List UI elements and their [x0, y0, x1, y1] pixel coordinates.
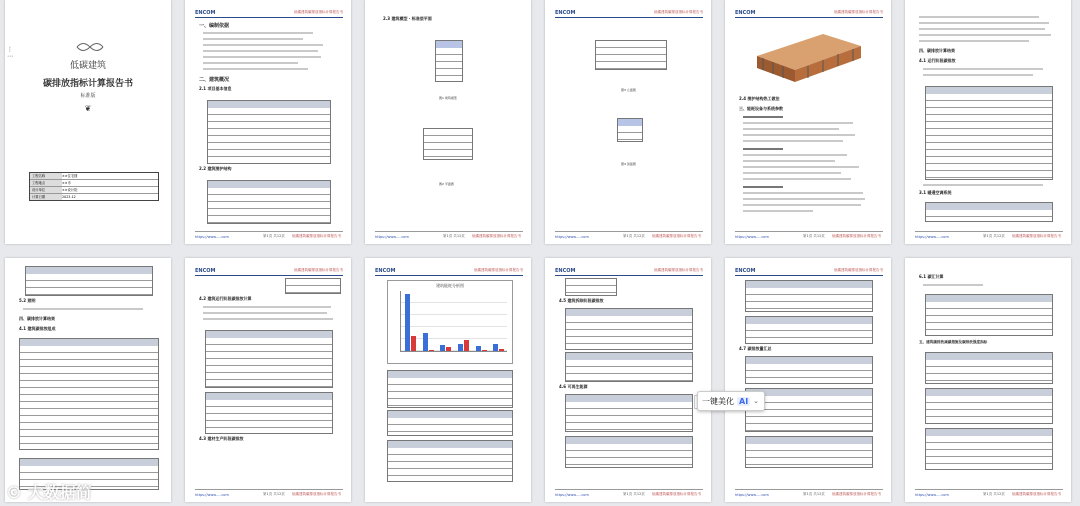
chart-bar	[446, 347, 451, 351]
section-heading: 4.2 建筑运行阶段碳排放计算	[199, 296, 252, 301]
section-heading: 四、碳排放计算结果	[19, 316, 55, 321]
section-heading: 一、编制依据	[199, 23, 230, 29]
operation-table	[205, 330, 333, 388]
page-header: 低碳建筑碳排放指标计算报告书	[834, 10, 883, 14]
figure-caption: 图3 立面图	[621, 88, 636, 92]
intensity-table-3	[925, 428, 1053, 470]
cover-title: 碳排放指标计算报告书	[42, 79, 133, 89]
ai-badge: AI	[739, 396, 749, 406]
carbon-sink-table	[925, 294, 1053, 336]
page-5[interactable]	[725, 0, 891, 244]
footer-page: 第1页 共12页	[263, 234, 285, 238]
small-table	[565, 278, 617, 296]
envelope-table	[207, 180, 331, 224]
footer-url: https://www.....com	[195, 235, 229, 239]
footer-page: 第1页 共12页	[983, 492, 1005, 496]
chart-bar	[458, 344, 463, 351]
page-2[interactable]	[185, 0, 351, 244]
page-header: 低碳建筑碳排放指标计算报告书	[474, 268, 523, 272]
section-heading: 6.1 碳汇计算	[919, 274, 944, 279]
energy-table-3	[387, 440, 513, 482]
chart-bar	[405, 294, 410, 351]
chart-title: 建筑能耗分析图	[436, 283, 464, 288]
renewable-table-2	[565, 436, 693, 468]
model-figure-1	[435, 40, 463, 82]
watermark: © 大数据简	[6, 483, 92, 502]
renewable-table	[565, 394, 693, 432]
section-heading: 4.6 可再生能源	[559, 384, 588, 389]
page-6[interactable]	[905, 0, 1071, 244]
demolition-table-2	[565, 352, 693, 382]
footer-note: 低碳建筑碳排放指标计算报告书	[472, 234, 521, 238]
chart-bar	[429, 350, 434, 351]
composition-table	[19, 338, 159, 450]
beautify-label: 一键美化	[702, 396, 734, 406]
ornament-icon	[75, 40, 105, 54]
intensity-table-2	[925, 388, 1053, 424]
cover-info-table: 工程名称 ××住宅楼 工程地点 ××市 设计单位 ××设计院 计算日期 2023-12	[29, 172, 159, 201]
chart-bar	[476, 346, 481, 351]
page-12[interactable]	[905, 258, 1071, 502]
elevation-figure	[595, 40, 667, 70]
operation-table-2	[205, 392, 333, 434]
footer-page: 第1页 共12页	[623, 492, 645, 496]
page-logo: ENCOM	[555, 268, 576, 274]
chart-frame	[387, 280, 513, 364]
page-4[interactable]	[545, 0, 711, 244]
figure-caption: 图4 剖面图	[621, 162, 636, 166]
section-heading: 2.2 建筑围护结构	[199, 166, 232, 171]
building-3d-model	[753, 26, 865, 84]
section-heading: 2.1 项目基本信息	[199, 86, 232, 91]
chart-bar	[464, 340, 469, 351]
footer-note: 低碳建筑碳排放指标计算报告书	[1012, 492, 1061, 496]
section-heading: 4.5 建筑拆除阶段碳排放	[559, 298, 604, 303]
footer-url: https://www.....com	[195, 493, 229, 497]
section-heading: 4.7 碳排放量汇总	[739, 346, 772, 351]
intensity-table	[925, 352, 1053, 384]
beautify-button[interactable]	[697, 391, 765, 411]
footer-page: 第1页 共12页	[983, 234, 1005, 238]
section-heading: 3.1 暖通空调系统	[919, 190, 952, 195]
info-table	[207, 100, 331, 164]
footer-url: https://www.....com	[375, 235, 409, 239]
page-header: 低碳建筑碳排放指标计算报告书	[294, 10, 343, 14]
chart-plot-area	[400, 291, 507, 352]
page-10[interactable]	[545, 258, 711, 502]
footer-page: 第1页 共12页	[803, 234, 825, 238]
cover-company: 低碳建筑	[69, 61, 106, 71]
section-heading: 四、碳排放计算结果	[919, 48, 955, 53]
page-8[interactable]	[185, 258, 351, 502]
page-cover[interactable]	[5, 0, 171, 244]
page-header: 低碳建筑碳排放指标计算报告书	[834, 268, 883, 272]
chevron-down-icon[interactable]: ⌄	[753, 397, 760, 405]
figure-caption: 图2 平面图	[439, 182, 454, 186]
chart-bar	[493, 344, 498, 351]
section-heading: 4.3 建材生产阶段碳排放	[199, 436, 244, 441]
small-table	[285, 278, 341, 294]
page-9[interactable]	[365, 258, 531, 502]
footer-note: 低碳建筑碳排放指标计算报告书	[652, 492, 701, 496]
footer-url: https://www.....com	[555, 493, 589, 497]
page-logo: ENCOM	[555, 10, 576, 16]
section-heading: 2.4 围护结构热工做法	[739, 96, 780, 101]
summary-table-3	[745, 356, 873, 384]
footer-page: 第1页 共12页	[803, 492, 825, 496]
page-11[interactable]	[725, 258, 891, 502]
hvac-table	[925, 86, 1053, 180]
cover-subtitle: 标准版	[80, 93, 96, 99]
summary-table-5	[745, 436, 873, 468]
tree-icon: ❦	[84, 104, 92, 113]
section-figure	[617, 118, 643, 142]
section-heading: 5.2 照明	[19, 298, 36, 303]
footer-url: https://www.....com	[735, 235, 769, 239]
page-logo: ENCOM	[735, 268, 756, 274]
footer-url: https://www.....com	[555, 235, 589, 239]
footer-note: 低碳建筑碳排放指标计算报告书	[652, 234, 701, 238]
footer-note: 低碳建筑碳排放指标计算报告书	[832, 234, 881, 238]
footer-url: https://www.....com	[915, 235, 949, 239]
page-logo: ENCOM	[195, 268, 216, 274]
footer-note: 低碳建筑碳排放指标计算报告书	[832, 492, 881, 496]
page-header: 低碳建筑碳排放指标计算报告书	[294, 268, 343, 272]
footer-note: 低碳建筑碳排放指标计算报告书	[1012, 234, 1061, 238]
page-7[interactable]	[5, 258, 171, 502]
footer-page: 第1页 共12页	[443, 234, 465, 238]
footer-page: 第1页 共12页	[623, 234, 645, 238]
footer-note: 低碳建筑碳排放指标计算报告书	[292, 492, 341, 496]
section-heading: 五、建筑碳排放减碳措施及碳排放强度指标	[919, 340, 988, 344]
footer-url: https://www.....com	[735, 493, 769, 497]
chart-bar	[440, 345, 445, 351]
chart-bar	[411, 336, 416, 351]
energy-table	[387, 370, 513, 408]
page-logo: ENCOM	[195, 10, 216, 16]
chart-bar	[499, 349, 504, 351]
page-header: 低碳建筑碳排放指标计算报告书	[654, 10, 703, 14]
lighting-table	[25, 266, 153, 296]
page-header: 低碳建筑碳排放指标计算报告书	[654, 268, 703, 272]
result-table	[925, 202, 1053, 222]
model-figure-2	[423, 128, 473, 160]
footer-url: https://www.....com	[915, 493, 949, 497]
figure-caption: 图1 建筑模型	[439, 96, 457, 100]
page-logo: ENCOM	[735, 10, 756, 16]
section-heading: 4.1 运行阶段碳排放	[919, 58, 956, 63]
summary-table	[745, 280, 873, 312]
chart-bar	[482, 350, 487, 351]
section-heading: 4.1 建筑碳排放组成	[19, 326, 56, 331]
chart-bar	[423, 333, 428, 351]
summary-table-2	[745, 316, 873, 344]
footer-note: 低碳建筑碳排放指标计算报告书	[292, 234, 341, 238]
page-3[interactable]	[365, 0, 531, 244]
section-heading: 三、能耗设备与系统参数	[739, 106, 783, 111]
demolition-table	[565, 308, 693, 350]
energy-table-2	[387, 410, 513, 436]
section-heading: 2.3 建筑模型 · 标准层平面	[383, 16, 432, 21]
section-heading: 二、建筑概况	[199, 77, 230, 83]
side-icons: ⋮ ⋯	[7, 46, 13, 60]
footer-page: 第1页 共12页	[263, 492, 285, 496]
page-logo: ENCOM	[375, 268, 396, 274]
